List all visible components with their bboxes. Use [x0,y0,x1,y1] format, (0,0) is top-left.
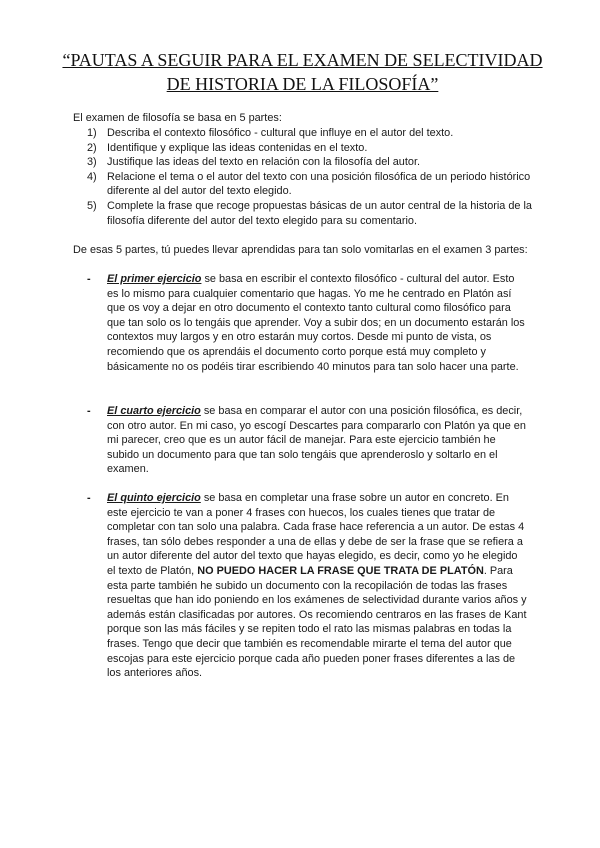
list-item [73,126,533,141]
bullet-emphasis: NO PUEDO HACER LA FRASE QUE TRATA DE PLATÓN [197,564,484,577]
list-item [73,155,533,170]
parts-summary-paragraph: De esas 5 partes, tú puedes llevar aprendidas para tan solo vomitarlas en el examen 3 partes: [73,244,528,256]
bullet-dash: - [87,273,91,285]
list-item [73,170,533,199]
bullet-text: se basa en completar una frase sobre un autor en concreto. En este ejercicio te van a poner 4 frases con huecos, los cuales tienes que tratar de completar con tan solo una palabra. Cada frase hace referencia a un autor. De estas 4 frases, tan sólo debes responder a una de ellas y debe de ser la frase que se refiera a un autor diferente del autor del texto que hayas elegido, es decir, como yo he elegido el texto de Platón, [107,492,525,577]
list-number: 3) [87,156,97,169]
list-number: 5) [87,199,97,212]
bullet-dash: - [87,492,91,504]
list-item-text: Describa el contexto filosófico - cultural que influye en el autor del texto. [107,127,454,139]
bullet-text: . Para esta parte también he subido un documento con la recopilación de todas las frases resueltas que han ido poniendo en los exámenes de selectividad durante varios años y además están clasificadas por autores. Os recomiendo centraros en las frases de Kant porque son las más fáciles y se repiten todo el rato las mismas palabras en todas la frases. Tengo que decir que también es recomendable mirarte el tema del autor que escojas para este ejercicio porque cada año pueden poner frases diferentes a las de los anteriores años. [107,564,527,680]
list-item-text: Complete la frase que recoge propuestas básicas de un autor central de la historia de la filosofía diferente del autor del texto elegido para su comentario. [107,199,532,227]
bullet-term: El primer ejercicio [107,273,202,285]
bullet-fifth-exercise [73,491,528,681]
intro-paragraph: El examen de filosofía se basa en 5 partes: [73,112,282,124]
bullet-text: se basa en escribir el contexto filosófico - cultural del autor. Esto es lo mismo para cualquier comentario que hagas. Yo me he centrado en Platón así que os voy a dejar en otro documento el contexto tanto cultural como filosófico para que tan solo os lo tengáis que aprender. Voy a subir dos; en un documento estarán los contextos muy largos y en otro estarán muy cortos. Desde mi punto de vista, os recomiendo que os aprendáis el documento corto porque está muy completo y básicamente no os podéis tirar escribiendo 40 minutos para tan solo hacer una parte. [107,273,525,373]
document-title: “PAUTAS A SEGUIR PARA EL EXAMEN DE SELECTIVIDAD DE HISTORIA DE LA FILOSOFÍA” [62,50,543,94]
list-item [73,141,533,156]
list-item [73,199,533,228]
bullet-fourth-exercise [73,404,528,477]
bullet-term: El cuarto ejercicio [107,405,201,417]
list-item-text: Relacione el tema o el autor del texto con una posición filosófica de un periodo histórico diferente al del autor del texto elegido. [107,170,531,198]
exam-parts-list [73,126,533,228]
list-number: 4) [87,170,97,183]
list-number: 1) [87,127,97,139]
bullet-first-exercise [73,272,528,374]
bullet-text: se basa en comparar el autor con una posición filosófica, es decir, con otro autor. En mi caso, yo escogí Descartes para compararlo con Platón ya que en mi parecer, creo que es un autor fácil de manejar. Para este ejercicio también he subido un documento para que tan solo tengáis que aprenderoslo y soltarlo en el examen. [107,405,526,476]
bullet-term: El quinto ejercicio [107,492,201,504]
list-item-text: Justifique las ideas del texto en relación con la filosofía del autor. [107,156,420,169]
list-number: 2) [87,141,97,154]
list-item-text: Identifique y explique las ideas contenidas en el texto. [107,141,368,154]
bullet-dash: - [87,405,91,417]
